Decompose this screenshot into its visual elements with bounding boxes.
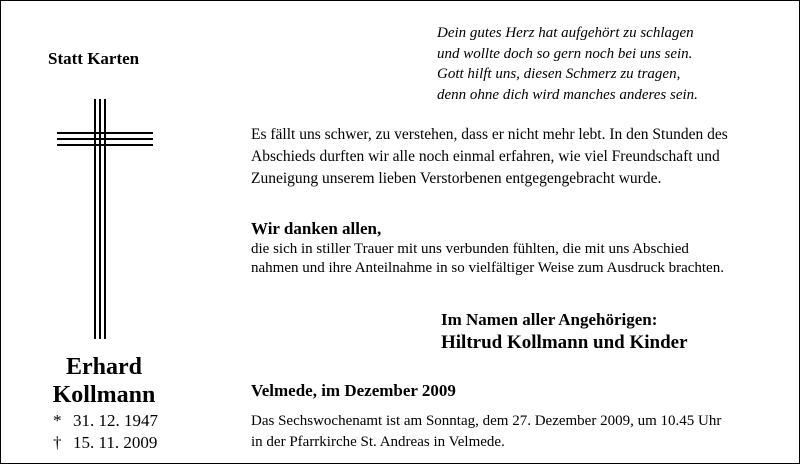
birth-symbol: *	[53, 411, 62, 430]
poem-line: Gott hilft uns, diesen Schmerz zu tragen,	[437, 66, 681, 82]
poem	[437, 23, 698, 105]
thanks-title: Wir danken allen,	[251, 219, 382, 238]
thanks-line: nahmen und ihre Anteilnahme in so vielfältiger Weise zum Ausdruck brachten.	[251, 260, 724, 276]
statt-karten-label: Statt Karten	[48, 49, 140, 68]
thanks-paragraph	[251, 240, 724, 278]
intro-line: Es fällt uns schwer, zu verstehen, dass er nicht mehr lebt. In den Stunden des	[251, 126, 728, 143]
deceased-last-name: Kollmann	[52, 382, 156, 408]
poem-line: und wollte doch so gern noch bei uns sein.	[437, 45, 693, 62]
intro-line: Abschieds durften wir alle noch einmal erfahren, wie viel Freundschaft und	[251, 148, 720, 165]
place-date: Velmede, im Dezember 2009	[251, 381, 456, 400]
poem-line: denn ohne dich wird manches anderes sein.	[437, 86, 698, 103]
death-symbol: †	[53, 433, 62, 452]
birth-line	[53, 410, 158, 432]
deceased-first-name: Erhard	[65, 354, 142, 380]
family-intro: Im Namen aller Angehörigen:	[441, 310, 658, 329]
cross-icon	[55, 99, 155, 341]
poem-line: Dein gutes Herz hat aufgehört zu schlagen	[437, 25, 694, 41]
service-line: Das Sechswochenamt ist am Sonntag, dem 27. Dezember 2009, um 10.45 Uhr	[251, 413, 722, 429]
thanks-line: die sich in stiller Trauer mit uns verbunden fühlten, die mit uns Abschied	[251, 241, 689, 257]
death-line	[53, 432, 157, 454]
birth-date: 31. 12. 1947	[73, 411, 158, 430]
intro-line: Zuneigung unserem lieben Verstorbenen entgegengebracht wurde.	[251, 170, 662, 187]
intro-paragraph	[251, 124, 728, 190]
service-info	[251, 411, 721, 453]
service-line: in der Pfarrkirche St. Andreas in Velmede.	[251, 434, 505, 450]
death-date: 15. 11. 2009	[73, 433, 158, 452]
family-names: Hiltrud Kollmann und Kinder	[441, 332, 688, 353]
